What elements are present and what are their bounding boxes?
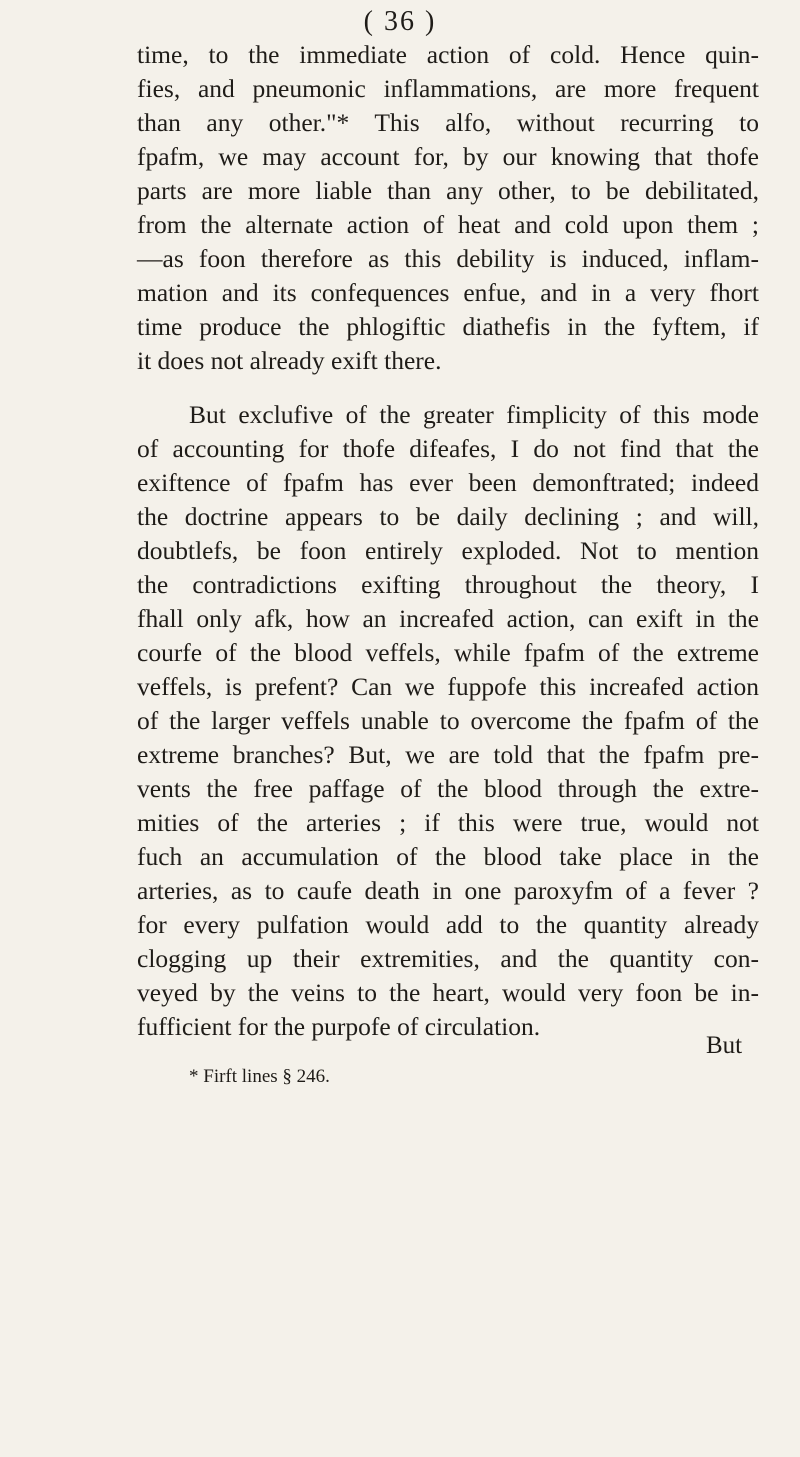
text-line: time, to the immediate action of cold. Hence quin- [137, 40, 759, 69]
text-line: fuch an accumulation of the blood take place in the [137, 842, 759, 871]
text-line: it does not already exift there. [137, 346, 442, 375]
footnote: * Firft lines § 246. [189, 1066, 330, 1087]
text-line: mities of the arteries ; if this were true, would not [137, 808, 759, 837]
body-text [137, 38, 759, 1044]
text-line: fufficient for the purpofe of circulation. [137, 1012, 541, 1041]
text-line: than any other."* This alfo, without recurring to [137, 108, 759, 137]
text-line: mation and its confequences enfue, and in a very fhort [137, 278, 759, 307]
text-line: the doctrine appears to be daily declining ; and will, [137, 502, 759, 531]
text-line: veffels, is prefent? Can we fuppofe this increafed action [137, 672, 759, 701]
text-line: parts are more liable than any other, to be debilitated, [137, 176, 759, 205]
text-line: —as foon therefore as this debility is induced, inflam- [137, 244, 759, 273]
text-line: for every pulfation would add to the quantity already [137, 910, 759, 939]
text-line: vents the free paffage of the blood through the extre- [137, 774, 759, 803]
text-line: of accounting for thofe difeafes, I do not find that the [137, 434, 759, 463]
catchword: But [706, 1032, 743, 1059]
text-line: of the larger veffels unable to overcome the fpafm of the [137, 706, 759, 735]
text-line: courfe of the blood veffels, while fpafm of the extreme [137, 638, 759, 667]
text-line: fies, and pneumonic inflammations, are more frequent [137, 74, 759, 103]
text-line: fpafm, we may account for, by our knowing that thofe [137, 142, 759, 171]
text-line: fhall only afk, how an increafed action, can exift in the [137, 604, 759, 633]
text-line: veyed by the veins to the heart, would very foon be in- [137, 978, 759, 1007]
text-line: clogging up their extremities, and the quantity con- [137, 944, 759, 973]
paragraph-2 [137, 398, 759, 1044]
text-line: from the alternate action of heat and cold upon them ; [137, 210, 759, 239]
page-number: ( 36 ) [363, 6, 437, 37]
text-line: But exclufive of the greater fimplicity of this mode [189, 400, 759, 429]
text-line: doubtlefs, be foon entirely exploded. Not to mention [137, 536, 759, 565]
text-line: time produce the phlogiftic diathefis in the fyftem, if [137, 312, 759, 341]
text-line: extreme branches? But, we are told that the fpafm pre- [137, 740, 759, 769]
text-line: arteries, as to caufe death in one paroxyfm of a fever ? [137, 876, 759, 905]
text-line: the contradictions exifting throughout the theory, I [137, 570, 759, 599]
text-line: exiftence of fpafm has ever been demonftrated; indeed [137, 468, 759, 497]
paragraph-1 [137, 38, 759, 378]
